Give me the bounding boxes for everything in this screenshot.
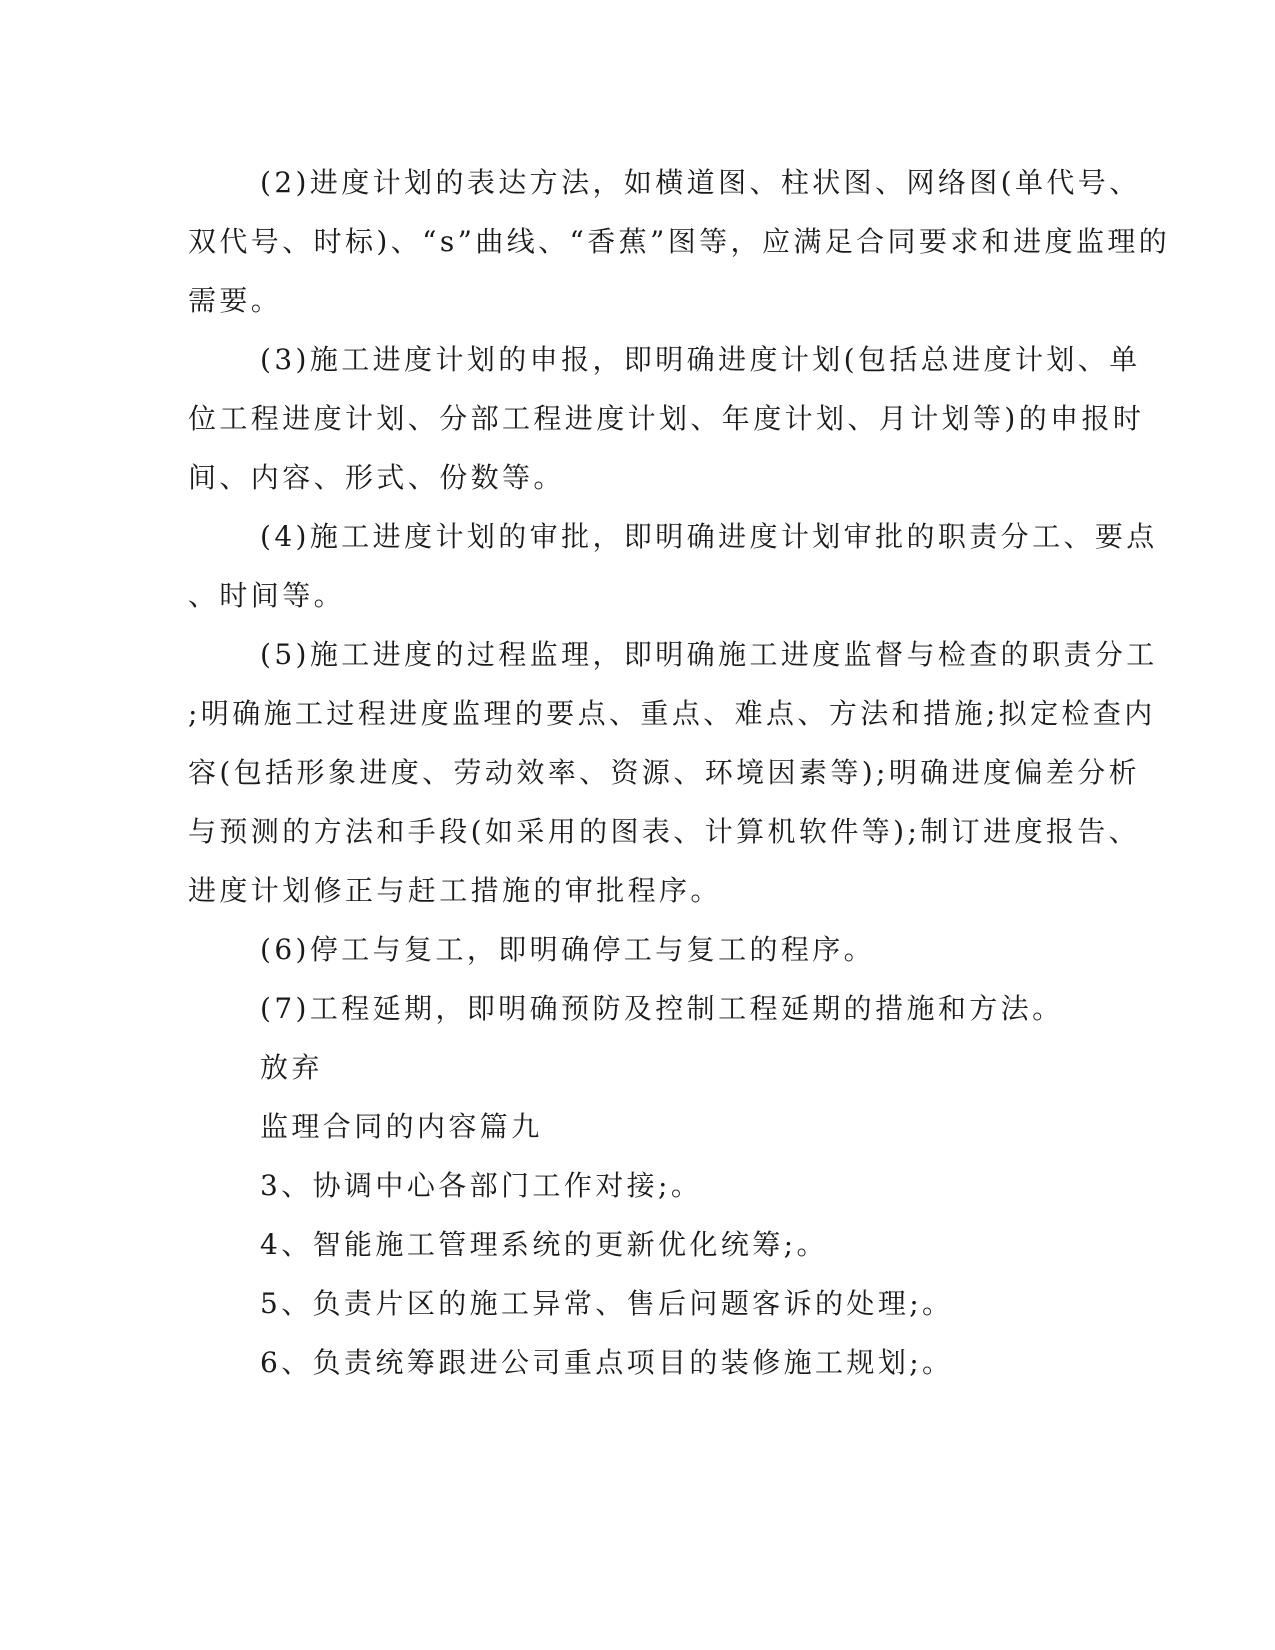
text-line: (2)进度计划的表达方法，如横道图、柱状图、网络图(单代号、 xyxy=(260,166,1141,199)
text-line: ;明确施工过程进度监理的要点、重点、难点、方法和措施;拟定检查内 xyxy=(188,697,1156,730)
list-item: 4、智能施工管理系统的更新优化统筹;。 xyxy=(260,1228,828,1261)
text-line: (5)施工进度的过程监理，即明确施工进度监督与检查的职责分工 xyxy=(260,638,1158,671)
text-line: 、时间等。 xyxy=(188,579,346,612)
text-line: (4)施工进度计划的审批，即明确进度计划审批的职责分工、要点 xyxy=(260,520,1158,553)
text-line: 与预测的方法和手段(如采用的图表、计算机软件等);制订进度报告、 xyxy=(188,815,1141,848)
list-item: 5、负责片区的施工异常、售后问题客诉的处理;。 xyxy=(260,1287,954,1320)
section-heading: 监理合同的内容篇九 xyxy=(260,1110,543,1143)
text-line: 放弃 xyxy=(260,1051,323,1084)
text-line: 进度计划修正与赶工措施的审批程序。 xyxy=(188,874,722,907)
text-line: 间、内容、形式、份数等。 xyxy=(188,461,565,494)
text-line: (7)工程延期，即明确预防及控制工程延期的措施和方法。 xyxy=(260,992,1064,1025)
text-line: 容(包括形象进度、劳动效率、资源、环境因素等);明确进度偏差分析 xyxy=(188,756,1141,789)
text-line: (3)施工进度计划的申报，即明确进度计划(包括总进度计划、单 xyxy=(260,343,1141,376)
text-line: 位工程进度计划、分部工程进度计划、年度计划、月计划等)的申报时 xyxy=(188,402,1145,435)
text-line: 双代号、时标)、“s”曲线、“香蕉”图等，应满足合同要求和进度监理的 xyxy=(188,225,1171,258)
text-line: (6)停工与复工，即明确停工与复工的程序。 xyxy=(260,933,876,966)
list-item: 6、负责统筹跟进公司重点项目的装修施工规划;。 xyxy=(260,1346,954,1379)
text-line: 需要。 xyxy=(188,284,283,317)
list-item: 3、协调中心各部门工作对接;。 xyxy=(260,1169,703,1202)
